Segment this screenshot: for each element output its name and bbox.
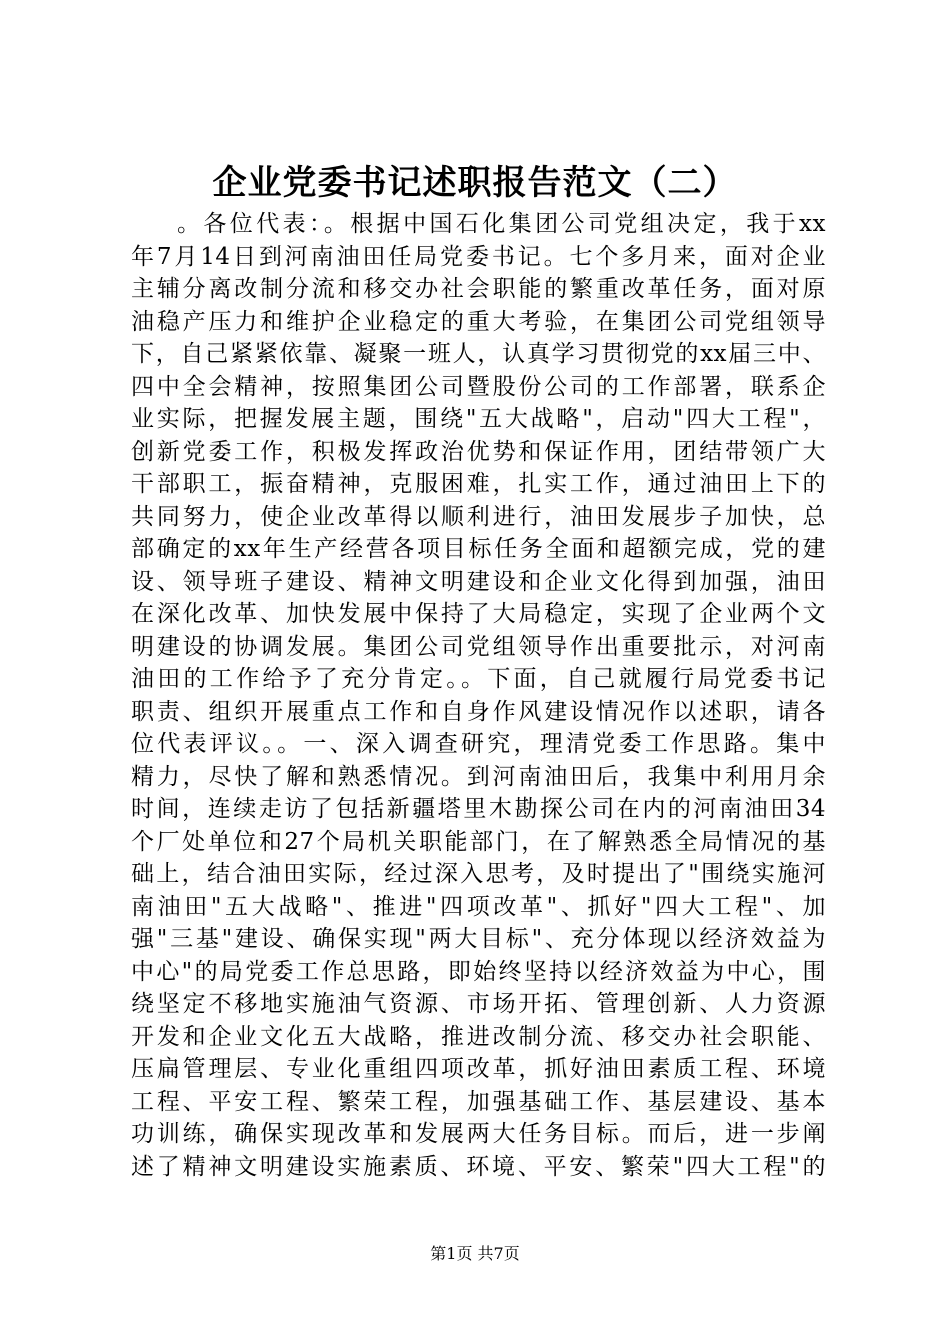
body-line: 下，自己紧紧依靠、凝聚一班人，认真学习贯彻党的xx届三中、 bbox=[131, 341, 826, 367]
body-line: 职责、组织开展重点工作和自身作风建设情况作以述职，请各 bbox=[131, 698, 826, 725]
page-footer: 第1页 共7页 bbox=[430, 1244, 520, 1263]
body-line: 年7月14日到河南油田任局党委书记。七个多月来，面对企业 bbox=[131, 243, 826, 270]
body-line: 中心"的局党委工作总思路，即始终坚持以经济效益为中心，围 bbox=[131, 958, 826, 985]
body-line: 明建设的协调发展。集团公司党组领导作出重要批示，对河南 bbox=[131, 633, 826, 660]
body-line: 础上，结合油田实际，经过深入思考，及时提出了"围绕实施河 bbox=[131, 861, 826, 887]
body-line: 时间，连续走访了包括新疆塔里木勘探公司在内的河南油田34 bbox=[131, 796, 826, 822]
body-line: 创新党委工作，积极发挥政治优势和保证作用，团结带领广大 bbox=[131, 438, 826, 465]
body-line: 四中全会精神，按照集团公司暨股份公司的工作部署，联系企 bbox=[131, 373, 826, 400]
body-line: 主辅分离改制分流和移交办社会职能的繁重改革任务，面对原 bbox=[131, 276, 826, 302]
body-line: 强"三基"建设、确保实现"两大目标"、充分体现以经济效益为 bbox=[131, 926, 826, 952]
document-body bbox=[131, 208, 826, 1183]
body-line: 在深化改革、加快发展中保持了大局稳定，实现了企业两个文 bbox=[131, 601, 826, 627]
body-line: 绕坚定不移地实施油气资源、市场开拓、管理创新、人力资源 bbox=[131, 991, 826, 1017]
body-line: 。各位代表：。根据中国石化集团公司党组决定，我于xx bbox=[177, 211, 826, 237]
body-line: 开发和企业文化五大战略，推进改制分流、移交办社会职能、 bbox=[131, 1023, 826, 1050]
body-line: 共同努力，使企业改革得以顺利进行，油田发展步子加快，总 bbox=[131, 503, 826, 530]
body-line: 南油田"五大战略"、推进"四项改革"、抓好"四大工程"、加 bbox=[131, 893, 826, 920]
body-line: 油稳产压力和维护企业稳定的重大考验，在集团公司党组领导 bbox=[131, 308, 826, 335]
document-title: 企业党委书记述职报告范文（二） bbox=[212, 163, 738, 203]
body-line: 压扁管理层、专业化重组四项改革，抓好油田素质工程、环境 bbox=[131, 1056, 826, 1082]
body-line: 业实际，把握发展主题，围绕"五大战略"，启动"四大工程"， bbox=[131, 406, 826, 432]
body-line: 个厂处单位和27个局机关职能部门，在了解熟悉全局情况的基 bbox=[131, 828, 826, 855]
body-line: 部确定的xx年生产经营各项目标任务全面和超额完成，党的建 bbox=[131, 536, 826, 562]
body-line: 油田的工作给予了充分肯定。。下面，自己就履行局党委书记 bbox=[131, 666, 826, 692]
body-line: 干部职工，振奋精神，克服困难，扎实工作，通过油田上下的 bbox=[131, 471, 826, 497]
body-line: 精力，尽快了解和熟悉情况。到河南油田后，我集中利用月余 bbox=[131, 763, 826, 790]
body-line: 位代表评议。。一、深入调查研究，理清党委工作思路。集中 bbox=[131, 731, 826, 757]
body-line: 设、领导班子建设、精神文明建设和企业文化得到加强，油田 bbox=[131, 568, 826, 595]
body-line: 述了精神文明建设实施素质、环境、平安、繁荣"四大工程"的 bbox=[131, 1153, 826, 1180]
body-line: 工程、平安工程、繁荣工程，加强基础工作、基层建设、基本 bbox=[131, 1088, 826, 1115]
body-line: 功训练，确保实现改革和发展两大任务目标。而后，进一步阐 bbox=[131, 1121, 826, 1147]
